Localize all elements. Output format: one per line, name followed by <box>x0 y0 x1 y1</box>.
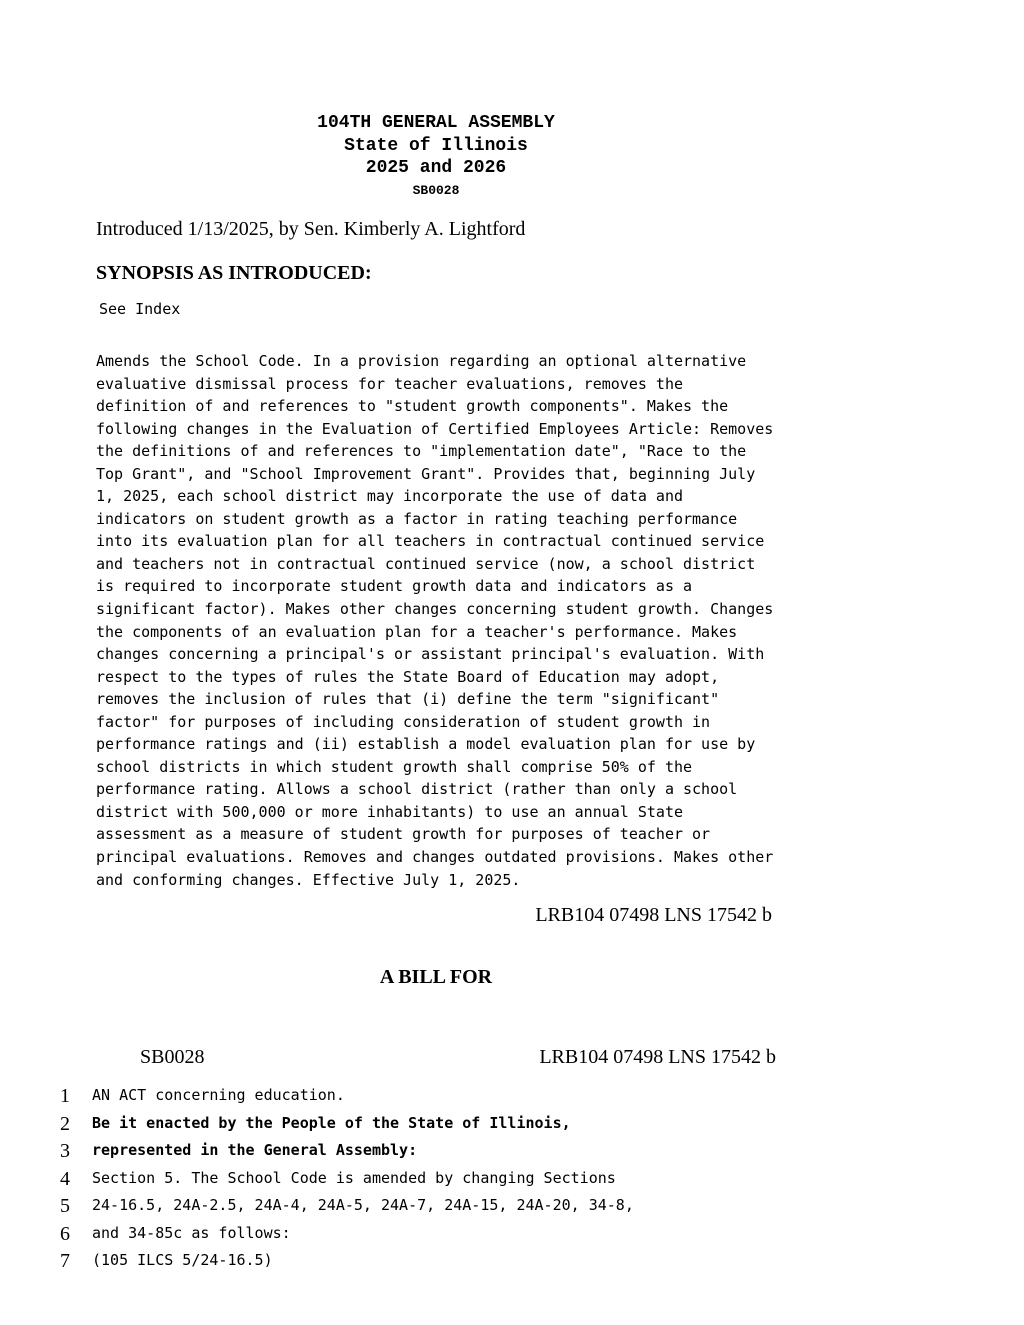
enacting-clause-text: Be it enacted by the People of the State of Illinois, <box>92 1113 571 1132</box>
synopsis-line: factor" for purposes of including consideration of student growth in <box>96 712 711 731</box>
line-text: (105 ILCS 5/24-16.5) <box>92 1251 273 1269</box>
synopsis-line: and conforming changes. Effective July 1, 2025. <box>96 870 521 889</box>
synopsis-heading: SYNOPSIS AS INTRODUCED: <box>96 262 372 284</box>
bill-text <box>60 1083 760 1276</box>
synopsis-line: respect to the types of rules the State Board of Education may adopt, <box>96 667 720 686</box>
synopsis-line: district with 500,000 or more inhabitants) to use an annual State <box>96 802 683 821</box>
bill-number: SB0028 <box>412 182 460 198</box>
line-text: and 34-85c as follows: <box>92 1223 291 1242</box>
introduced-line: Introduced 1/13/2025, by Sen. Kimberly A. Lightford <box>96 218 526 240</box>
bill-line <box>60 1248 760 1276</box>
line-text: Section 5. The School Code is amended by changing Sections <box>92 1168 616 1187</box>
line-number: 5 <box>60 1195 70 1217</box>
synopsis-line: into its evaluation plan for all teachers in contractual continued service <box>96 532 765 551</box>
line-text: 24-16.5, 24A-2.5, 24A-4, 24A-5, 24A-7, 24A-15, 24A-20, 34-8, <box>92 1196 634 1214</box>
synopsis-line: the definitions of and references to "implementation date", "Race to the <box>96 442 747 461</box>
line-number: 4 <box>60 1167 70 1190</box>
synopsis-line: definition of and references to "student growth components". Makes the <box>96 397 729 416</box>
lrb-code: LRB104 07498 LNS 17542 b <box>535 904 772 926</box>
session-years: 2025 and 2026 <box>365 158 507 178</box>
line-text: AN ACT concerning education. <box>92 1086 345 1104</box>
synopsis-line: Top Grant", and "School Improvement Grant". Provides that, beginning July <box>96 464 756 483</box>
synopsis-line: school districts in which student growth shall comprise 50% of the <box>96 757 693 776</box>
bill-line <box>60 1166 760 1194</box>
synopsis-line: the components of an evaluation plan for a teacher's performance. Makes <box>96 622 738 641</box>
bill-header <box>0 112 872 202</box>
bill-line <box>60 1111 760 1139</box>
bill-for-heading: A BILL FOR <box>379 966 493 988</box>
enacting-clause-text: represented in the General Assembly: <box>92 1141 418 1159</box>
bill-line <box>60 1221 760 1249</box>
synopsis-line: evaluative dismissal process for teacher evaluations, removes the <box>96 374 683 393</box>
synopsis-line: assessment as a measure of student growth for purposes of teacher or <box>96 825 711 844</box>
synopsis-line: indicators on student growth as a factor in rating teaching performance <box>96 509 738 528</box>
synopsis-line: 1, 2025, each school district may incorporate the use of data and <box>96 487 683 506</box>
line-number: 3 <box>60 1140 70 1162</box>
line-number: 2 <box>60 1112 70 1135</box>
synopsis-body <box>96 350 786 891</box>
state-title: State of Illinois <box>344 135 528 156</box>
synopsis-line: significant factor). Makes other changes concerning student growth. Changes <box>96 600 774 619</box>
synopsis-line: and teachers not in contractual continued service (now, a school district <box>96 554 756 573</box>
synopsis-line: Amends the School Code. In a provision regarding an optional alternative <box>96 352 747 370</box>
synopsis-line: performance ratings and (ii) establish a model evaluation plan for use by <box>96 735 756 754</box>
synopsis-line: principal evaluations. Removes and changes outdated provisions. Makes other <box>96 848 774 867</box>
synopsis-line: following changes in the Evaluation of Certified Employees Article: Removes <box>96 419 774 438</box>
line-number: 1 <box>60 1085 70 1107</box>
page-header-lrb-code: LRB104 07498 LNS 17542 b <box>539 1046 776 1068</box>
line-number: 6 <box>60 1222 70 1245</box>
assembly-title: 104TH GENERAL ASSEMBLY <box>317 113 555 133</box>
synopsis-line: changes concerning a principal's or assistant principal's evaluation. With <box>96 645 765 664</box>
page-header-bill-number: SB0028 <box>140 1046 205 1068</box>
synopsis-line: is required to incorporate student growth data and indicators as a <box>96 577 693 596</box>
bill-line <box>60 1193 760 1221</box>
synopsis-line: performance rating. Allows a school district (rather than only a school <box>96 780 738 799</box>
bill-line <box>60 1138 760 1166</box>
line-number: 7 <box>60 1250 70 1272</box>
synopsis-line: removes the inclusion of rules that (i) define the term "significant" <box>96 690 720 709</box>
see-index-text: See Index <box>99 300 181 318</box>
bill-line <box>60 1083 760 1111</box>
